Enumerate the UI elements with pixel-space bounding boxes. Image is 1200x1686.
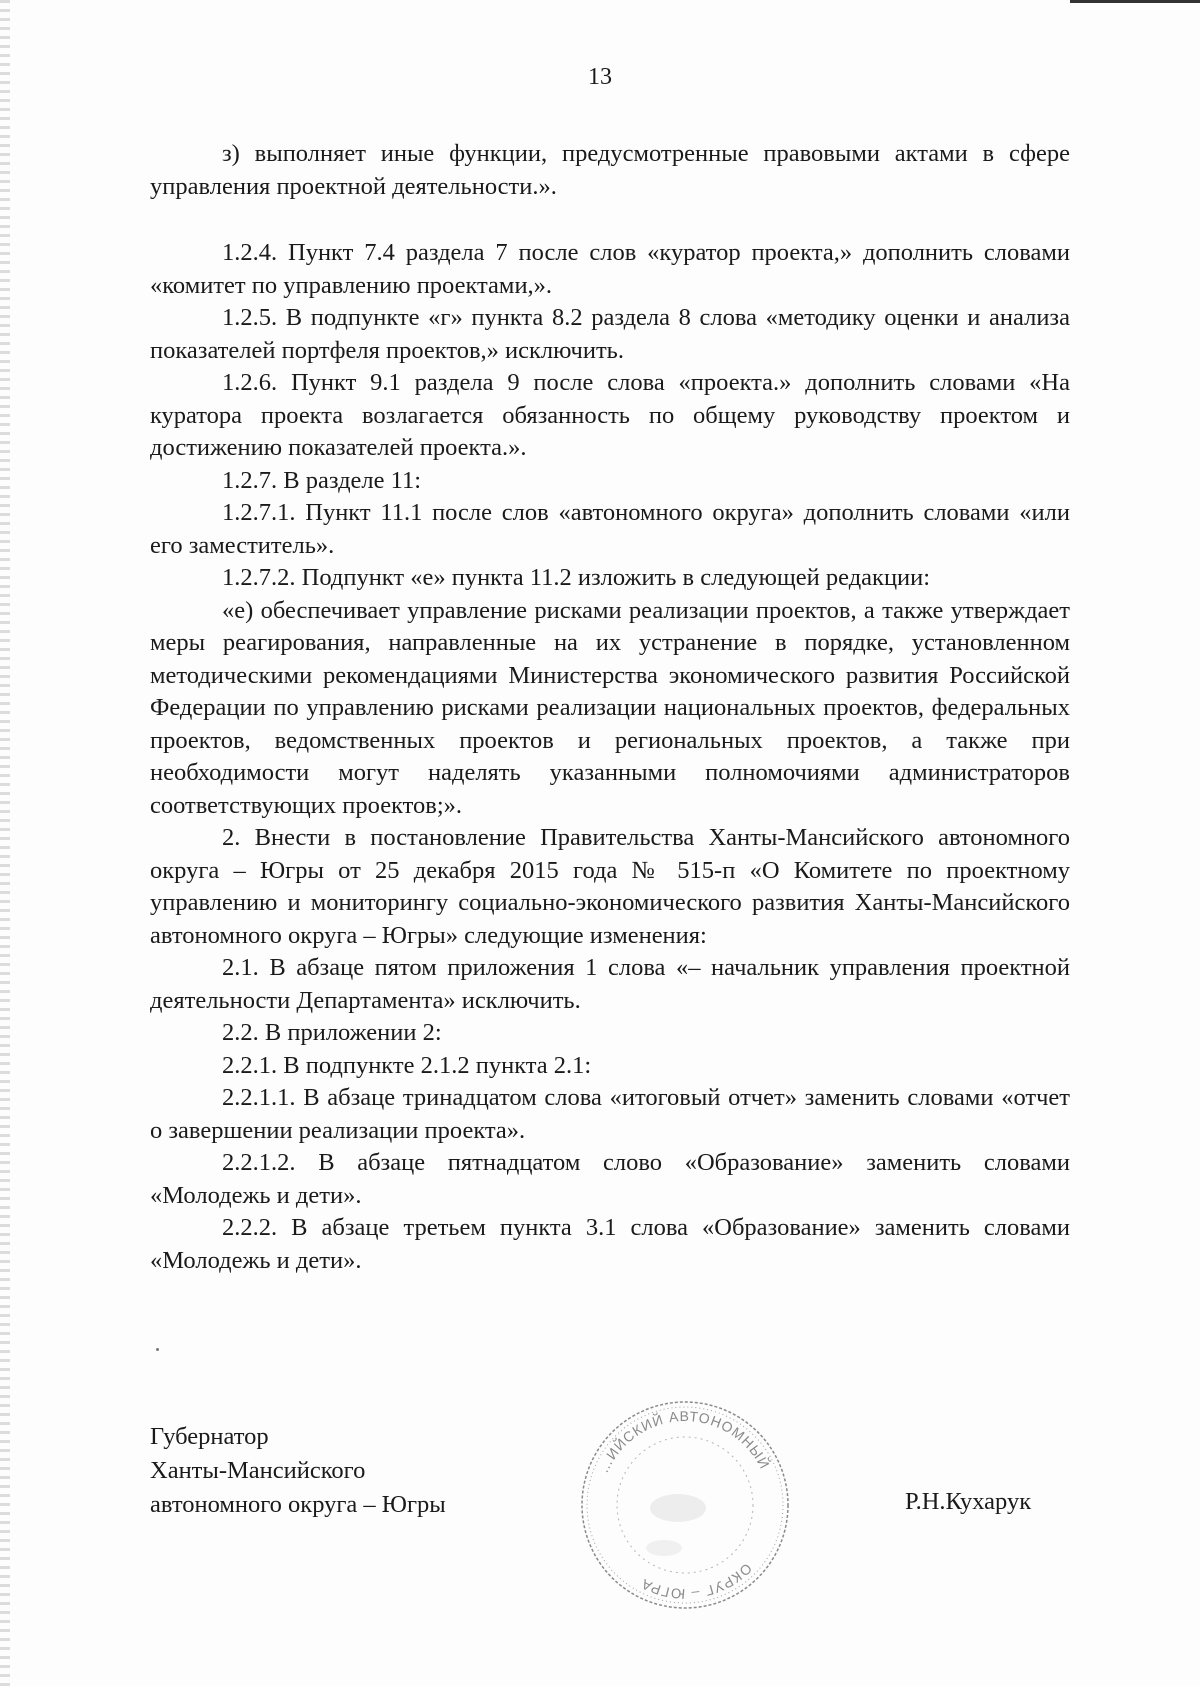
svg-text:ОКРУГ – ЮГРА bbox=[638, 1560, 755, 1602]
paragraph: 2.2.1.2. В абзаце пятнадцатом слово «Образование» заменить словами «Молодежь и дети». bbox=[150, 1149, 1070, 1209]
position-line: Губернатор bbox=[150, 1423, 269, 1450]
document-body bbox=[150, 138, 1070, 1277]
paragraph: з) выполняет иные функции, предусмотренные правовыми актами в сфере управления проектной деятельности.». bbox=[150, 140, 1070, 200]
paragraph: 2. Внести в постановление Правительства Ханты-Мансийского автономного округа – Югры от 25 декабря 2015 года № 515-п «О Комитете по проектному управлению и мониторингу социально-экономического развития Ханты-Мансийского автономного округа – Югры» следующие изменения: bbox=[150, 824, 1070, 949]
official-seal-stamp bbox=[578, 1398, 792, 1612]
paragraph: 1.2.4. Пункт 7.4 раздела 7 после слов «куратор проекта,» дополнить словами «комитет по управлению проектами,». bbox=[150, 239, 1070, 299]
paragraph: 1.2.5. В подпункте «г» пункта 8.2 раздела 8 слова «методику оценки и анализа показателей портфеля проектов,» исключить. bbox=[150, 304, 1070, 364]
position-line: Ханты-Мансийского bbox=[150, 1457, 366, 1484]
paragraph: 2.2.1.1. В абзаце тринадцатом слова «итоговый отчет» заменить словами «отчет о завершении реализации проекта». bbox=[150, 1084, 1070, 1144]
svg-text:…ИЙСКИЙ АВТОНОМНЫЙ bbox=[595, 1408, 774, 1475]
paragraph: 1.2.7. В разделе 11: bbox=[222, 466, 422, 494]
position-line: автономного округа – Югры bbox=[150, 1491, 446, 1518]
seal-text-right: ОКРУГ – ЮГРА bbox=[637, 1560, 756, 1603]
paragraph: 1.2.7.1. Пункт 11.1 после слов «автономного округа» дополнить словами «или его заместитель». bbox=[150, 499, 1070, 559]
paragraph: 2.2.2. В абзаце третьем пункта 3.1 слова «Образование» заменить словами «Молодежь и дети». bbox=[150, 1214, 1070, 1274]
paragraph: 2.2. В приложении 2: bbox=[222, 1019, 442, 1046]
paragraph: 1.2.7.2. Подпункт «е» пункта 11.2 изложить в следующей редакции: bbox=[222, 564, 931, 591]
paragraph: «е) обеспечивает управление рисками реализации проектов, а также утверждает меры реагирования, направленные на их устранение в порядке, установленном методическими рекомендациями Министерства экономического развития Российской Федерации по управлению рисками реализации национальных проектов, федеральных проектов, ведомственных проектов и региональных проектов, а также при необходимости могут наделять указанными полномочиями администраторов соответствующих проектов;». bbox=[150, 596, 1070, 819]
scan-edge-artifact bbox=[0, 0, 10, 1686]
signer-name: Р.Н.Кухарук bbox=[905, 1488, 1032, 1515]
signatory-position bbox=[150, 1420, 446, 1522]
scan-edge-line bbox=[1070, 0, 1200, 3]
paragraph: 1.2.6. Пункт 9.1 раздела 9 после слова «проекта.» дополнить словами «На куратора проекта возлагается обязанность по общему руководству проектом и достижению показателей проекта.». bbox=[150, 369, 1070, 461]
page-number: 13 bbox=[588, 64, 612, 90]
paragraph: 2.2.1. В подпункте 2.1.2 пункта 2.1: bbox=[222, 1051, 592, 1079]
seal-text-top: …ИЙСКИЙ АВТОНОМНЫЙ bbox=[594, 1407, 774, 1476]
scan-speck bbox=[156, 1348, 159, 1351]
paragraph: 2.1. В абзаце пятом приложения 1 слова «– начальник управления проектной деятельности Департамента» исключить. bbox=[150, 954, 1070, 1014]
